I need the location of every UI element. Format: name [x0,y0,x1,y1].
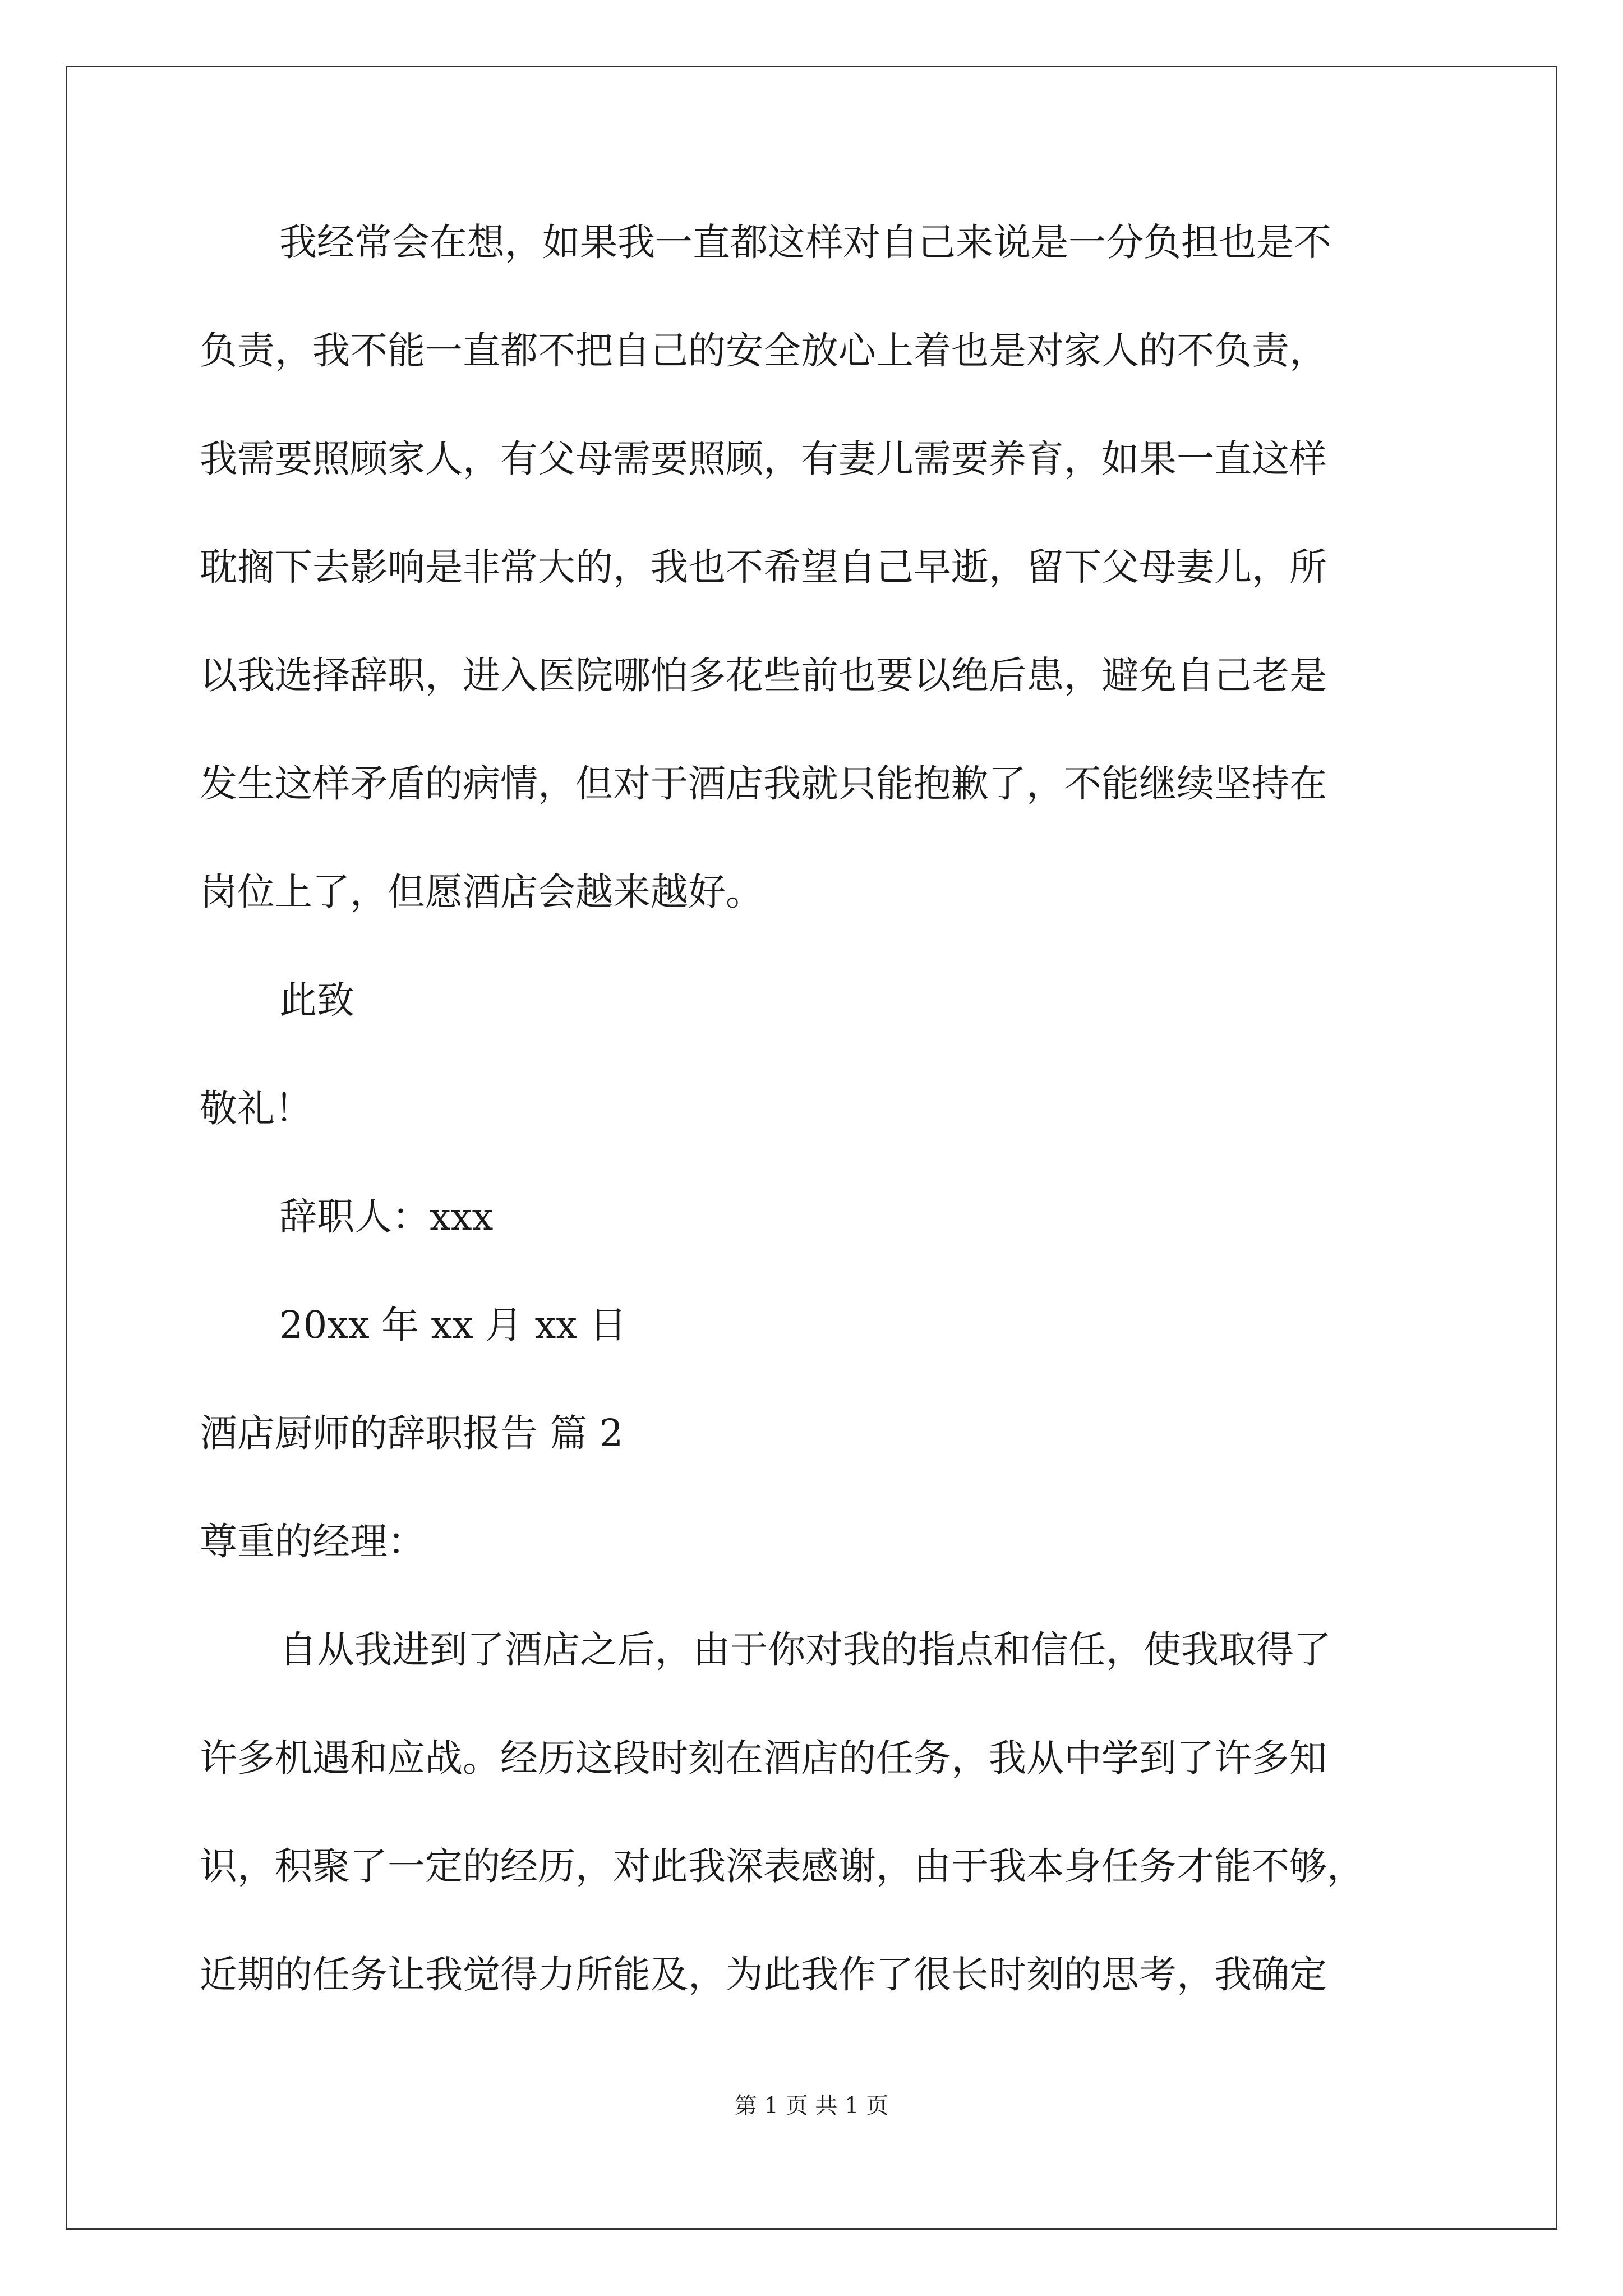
paragraph-2-line-4: 近期的任务让我觉得力所能及，为此我作了很长时刻的思考，我确定 [200,1953,1327,1996]
paragraph-2-line-1: 自从我进到了酒店之后，由于你对我的指点和信任，使我取得了 [279,1628,1331,1672]
paragraph-1-line-3: 我需要照顾家人，有父母需要照顾，有妻儿需要养育，如果一直这样 [200,437,1327,481]
section-title: 酒店厨师的辞职报告 篇 2 [200,1411,624,1455]
page-footer: 第 1 页 共 1 页 [734,2093,889,2119]
page-frame [66,66,1557,2230]
paragraph-1-line-5: 以我选择辞职，进入医院哪怕多花些前也要以绝后患，避免自己老是 [200,654,1327,697]
paragraph-1-line-6: 发生这样矛盾的病情，但对于酒店我就只能抱歉了，不能继续坚持在 [200,762,1327,806]
closing-jing-li: 敬礼！ [200,1087,312,1130]
paragraph-1-line-1: 我经常会在想，如果我一直都这样对自己来说是一分负担也是不 [279,220,1331,264]
salutation: 尊重的经理： [200,1520,425,1563]
date: 20xx 年 xx 月 xx 日 [279,1303,627,1347]
paragraph-1-line-7: 岗位上了，但愿酒店会越来越好。 [200,870,763,914]
paragraph-1-line-2: 负责，我不能一直都不把自己的安全放心上着也是对家人的不负责， [200,329,1327,372]
closing-ci-zhi: 此致 [279,978,354,1022]
paragraph-1-line-4: 耽搁下去影响是非常大的，我也不希望自己早逝，留下父母妻儿，所 [200,545,1327,589]
paragraph-2-line-3: 识，积聚了一定的经历，对此我深表感谢，由于我本身任务才能不够， [200,1844,1364,1888]
signature: 辞职人：xxx [279,1195,494,1239]
paragraph-2-line-2: 许多机遇和应战。经历这段时刻在酒店的任务，我从中学到了许多知 [200,1736,1327,1780]
